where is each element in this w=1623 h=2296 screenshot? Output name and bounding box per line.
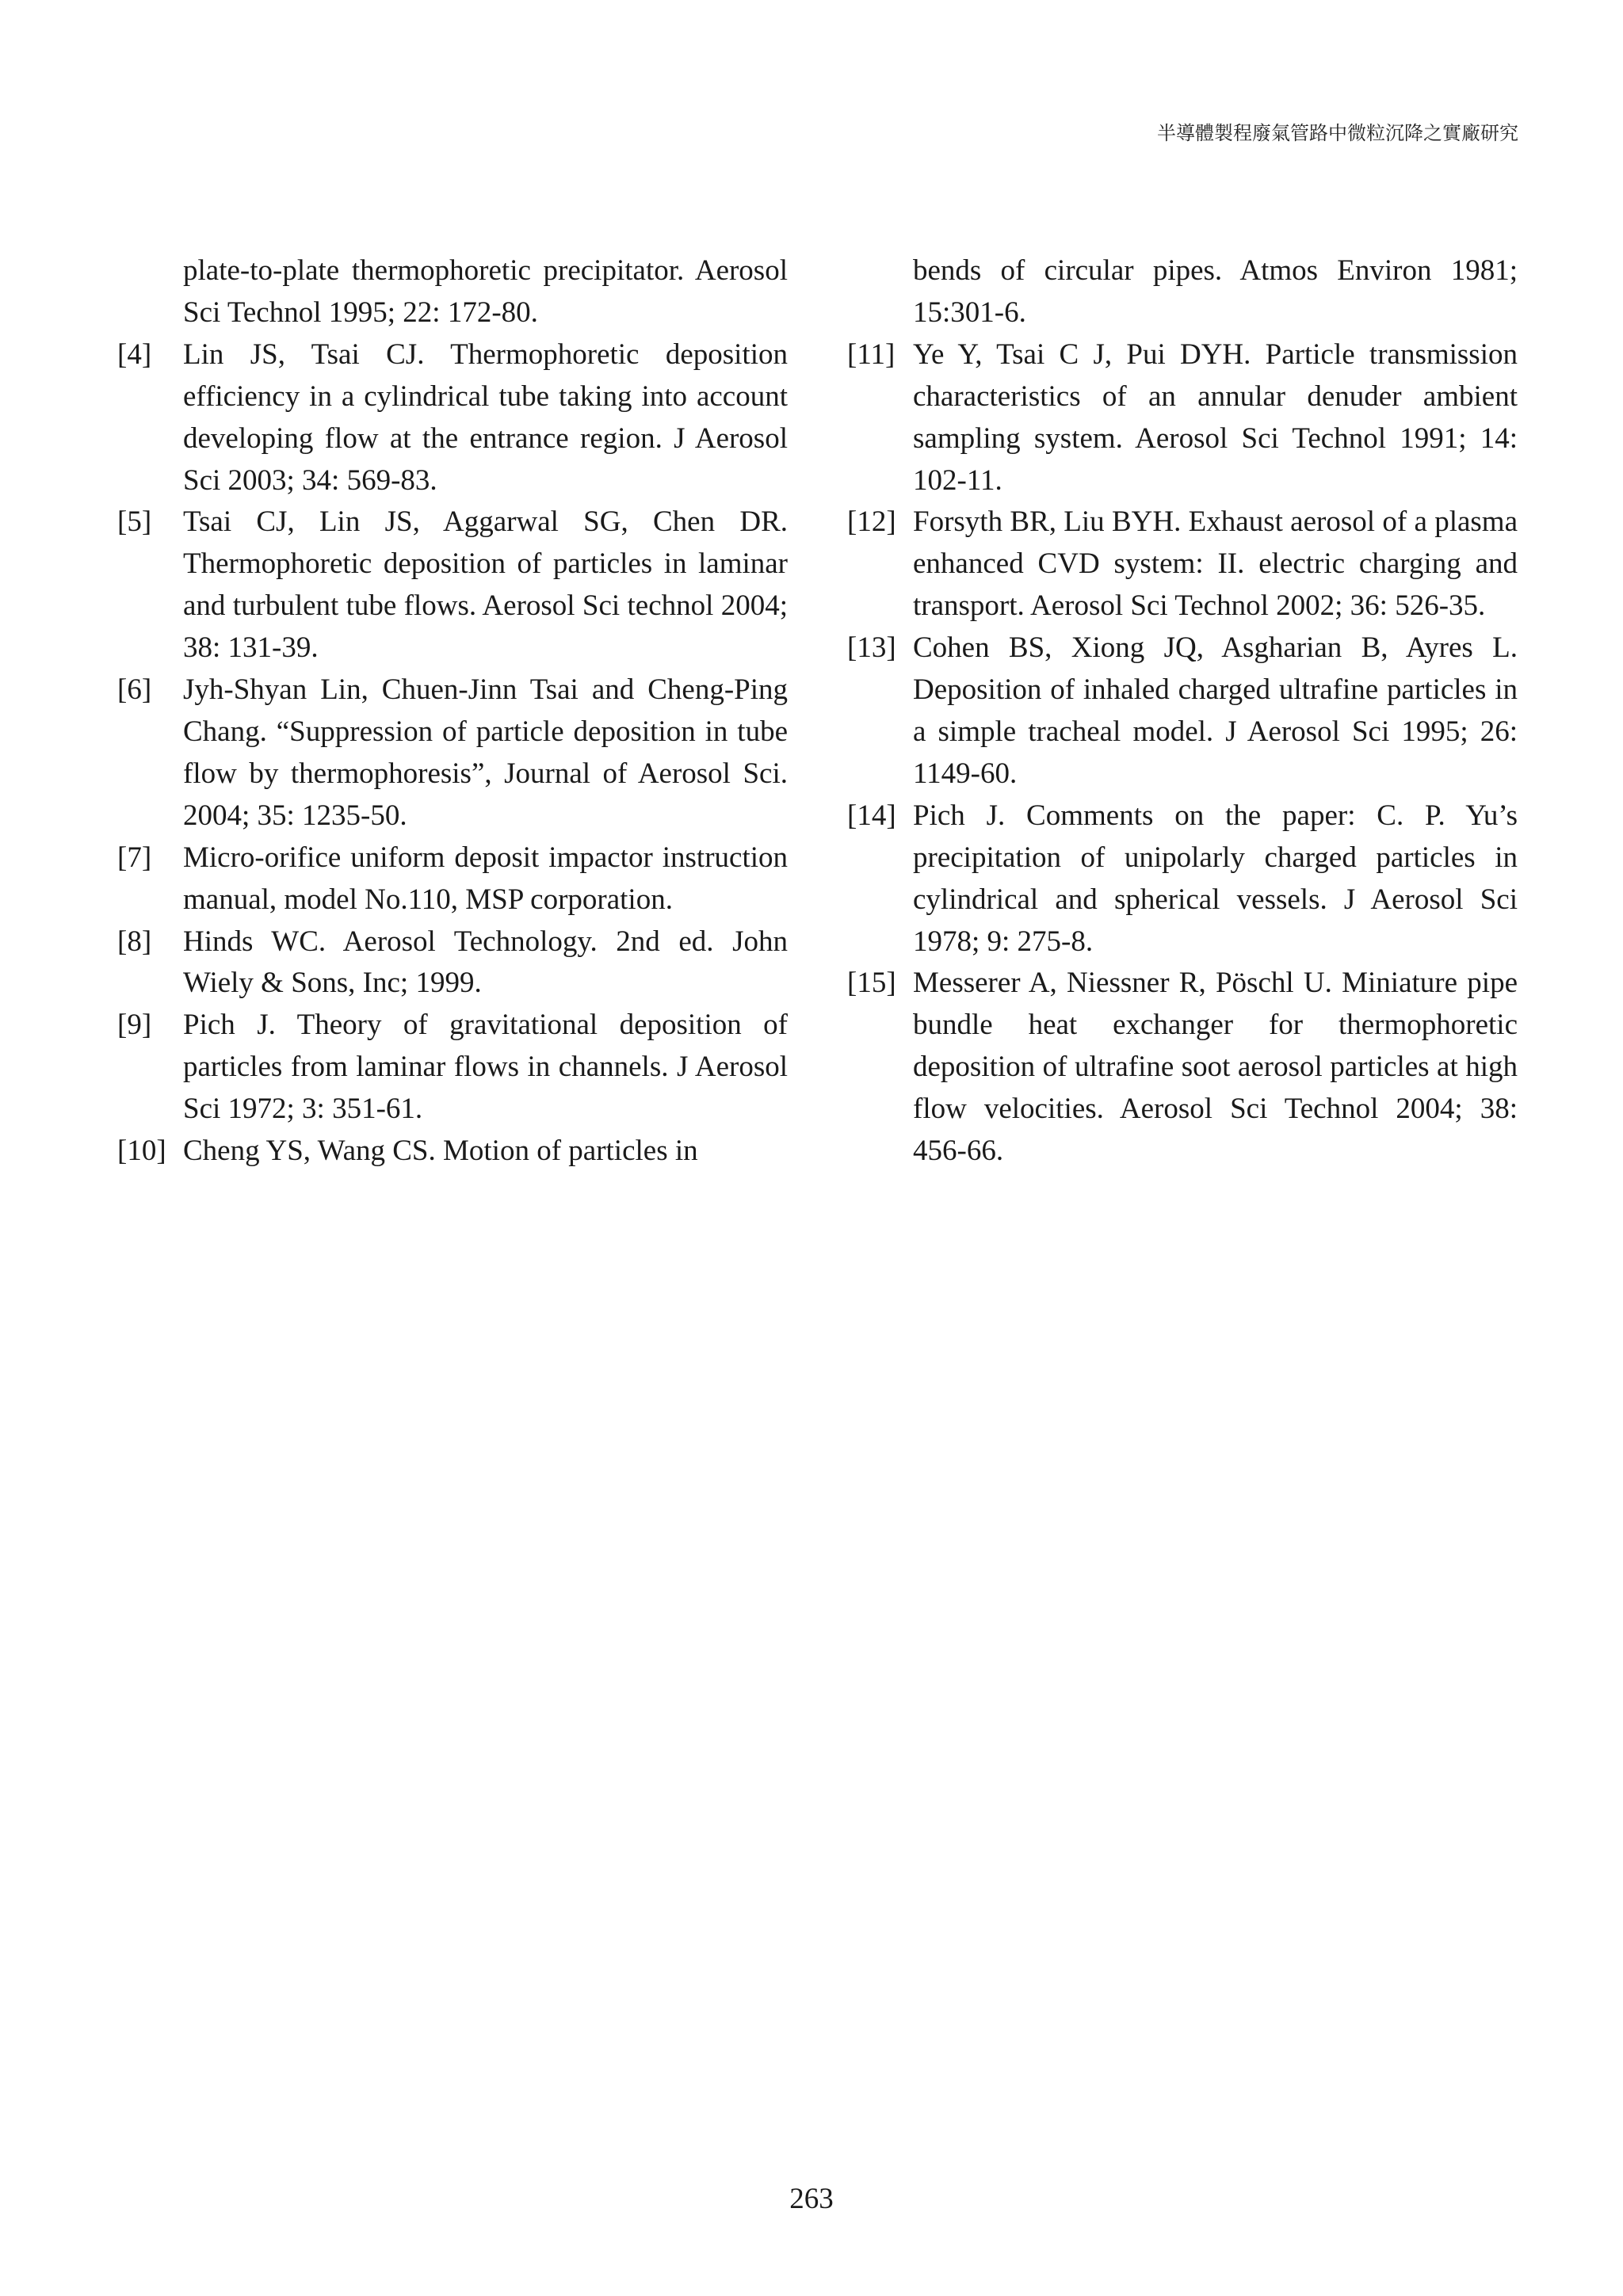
reference-text: Cheng YS, Wang CS. Motion of particles in [183, 1135, 698, 1168]
reference-number: [4] [117, 338, 152, 371]
reference-number: [14] [847, 799, 896, 832]
reference-continuation: plate-to-plate thermophoretic precipitator. Aerosol Sci Technol 1995; 22: 172-80. [183, 254, 788, 329]
reference-item [847, 795, 1518, 963]
reference-item [847, 627, 1518, 795]
reference-text: Messerer A, Niessner R, Pöschl U. Miniature pipe bundle heat exchanger for thermophoretic deposition of ultrafine soot aerosol particles at high flow velocities. Aerosol Sci Technol 2004; 38: 456-66. [913, 967, 1518, 1168]
reference-number: [13] [847, 631, 896, 665]
reference-number: [7] [117, 841, 152, 874]
reference-text: Pich J. Theory of gravitational deposition of particles from laminar flows in channels. J Aerosol Sci 1972; 3: 351-61. [183, 1009, 788, 1126]
reference-item [117, 502, 788, 669]
reference-text: Forsyth BR, Liu BYH. Exhaust aerosol of a plasma enhanced CVD system: II. electric charging and transport. Aerosol Sci Technol 2002; 36: 526-35. [913, 505, 1518, 623]
reference-text: Lin JS, Tsai CJ. Thermophoretic deposition efficiency in a cylindrical tube taking into account developing flow at the entrance region. J Aerosol Sci 2003; 34: 569-83. [183, 338, 788, 497]
reference-text: Hinds WC. Aerosol Technology. 2nd ed. John Wiely & Sons, Inc; 1999. [183, 925, 788, 1000]
reference-item [117, 669, 788, 837]
reference-number: [12] [847, 505, 896, 539]
reference-text: Pich J. Comments on the paper: C. P. Yu’s precipitation of unipolarly charged particles in cylindrical and spherical vessels. J Aerosol Sci 1978; 9: 275-8. [913, 799, 1518, 958]
right-column [847, 250, 1518, 1173]
page-number: 263 [789, 2183, 834, 2215]
reference-number: [5] [117, 505, 152, 539]
reference-item [117, 1005, 788, 1131]
reference-item [117, 334, 788, 502]
reference-number: [9] [117, 1009, 152, 1042]
reference-text: Tsai CJ, Lin JS, Aggarwal SG, Chen DR. Thermophoretic deposition of particles in laminar and turbulent tube flows. Aerosol Sci technol 2004; 38: 131-39. [183, 505, 788, 665]
reference-number: [10] [117, 1135, 166, 1168]
reference-text: Micro-orifice uniform deposit impactor instruction manual, model No.110, MSP corporation. [183, 841, 788, 916]
reference-number: [11] [847, 338, 896, 371]
reference-text: Jyh-Shyan Lin, Chuen-Jinn Tsai and Cheng-Ping Chang. “Suppression of particle deposition in tube flow by thermophoresis”, Journal of Aerosol Sci. 2004; 35: 1235-50. [183, 673, 788, 832]
reference-number: [15] [847, 967, 896, 1000]
reference-continuation: bends of circular pipes. Atmos Environ 1981; 15:301-6. [913, 254, 1518, 329]
reference-text: Cohen BS, Xiong JQ, Asgharian B, Ayres L. Deposition of inhaled charged ultrafine particles in a simple tracheal model. J Aerosol Sci 1995; 26: 1149-60. [913, 631, 1518, 790]
reference-item [847, 502, 1518, 627]
running-header: 半導體製程廢氣管路中微粒沉降之實廠研究 [1157, 122, 1518, 144]
reference-number: [6] [117, 673, 152, 707]
reference-number: [8] [117, 925, 152, 958]
reference-item [847, 334, 1518, 502]
reference-item [117, 921, 788, 1005]
left-column [117, 250, 788, 1173]
reference-item [117, 1131, 788, 1173]
reference-item [847, 963, 1518, 1173]
reference-item [117, 837, 788, 921]
reference-text: Ye Y, Tsai C J, Pui DYH. Particle transmission characteristics of an annular denuder ambient sampling system. Aerosol Sci Technol 1991; 14: 102-11. [913, 338, 1518, 497]
